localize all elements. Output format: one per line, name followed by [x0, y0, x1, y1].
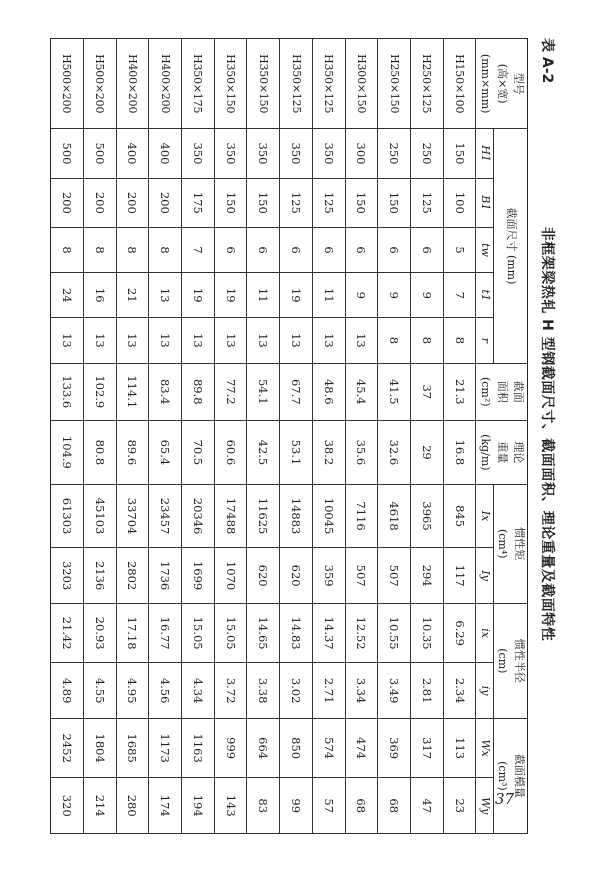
table-cell: 4.95 [116, 663, 149, 718]
table-cell: 350 [312, 129, 345, 178]
table-cell: 13 [149, 318, 182, 363]
table-cell: 174 [149, 778, 182, 834]
table-cell: 200 [116, 178, 149, 227]
header-h1: H1 [476, 129, 494, 178]
table-cell: 507 [345, 548, 378, 603]
table-cell: 15.05 [214, 603, 247, 663]
table-cell: 10.35 [411, 603, 444, 663]
table-cell: 14.37 [312, 603, 345, 663]
table-cell: 33704 [116, 484, 149, 548]
table-cell: 17488 [214, 484, 247, 548]
table-cell: 8 [378, 318, 411, 363]
table-cell: 194 [182, 778, 215, 834]
table-cell: 1173 [149, 718, 182, 778]
table-cell: 8 [116, 227, 149, 272]
header-area-line2: 面积 [496, 380, 509, 403]
table-cell: 474 [345, 718, 378, 778]
table-row [378, 39, 411, 834]
header-weight-line2: 重量 [496, 441, 509, 464]
table-cell: 13 [247, 318, 280, 363]
header-area-line3: (cm²) [479, 376, 493, 407]
model-cell: H250×150 [378, 39, 411, 129]
header-wx: Wx [476, 718, 494, 778]
table-cell: 150 [378, 178, 411, 227]
table-cell: 4.56 [149, 663, 182, 718]
table-cell: 350 [214, 129, 247, 178]
page-number: 37 [495, 790, 515, 808]
header-iy-radius: iy [476, 663, 494, 718]
table-cell: 15.05 [182, 603, 215, 663]
table-cell: 6.29 [443, 603, 476, 663]
table-cell: 1804 [83, 718, 116, 778]
header-iy-inertia: Iy [476, 548, 494, 603]
table-cell: 7116 [345, 484, 378, 548]
table-row [312, 39, 345, 834]
header-model-line3: (mm×mm) [479, 53, 493, 114]
table-cell: 113 [443, 718, 476, 778]
header-tw: tw [476, 227, 494, 272]
table-cell: 664 [247, 718, 280, 778]
table-cell: 150 [214, 178, 247, 227]
table-cell: 3965 [411, 484, 444, 548]
table-cell: 125 [411, 178, 444, 227]
table-row [116, 39, 149, 834]
table-cell: 67.7 [280, 363, 313, 421]
table-cell: 9 [345, 273, 378, 318]
table-cell: 317 [411, 718, 444, 778]
table-cell: 1163 [182, 718, 215, 778]
table-cell: 150 [443, 129, 476, 178]
table-cell: 9 [411, 273, 444, 318]
table-cell: 1736 [149, 548, 182, 603]
table-cell: 61303 [51, 484, 84, 548]
header-area [476, 363, 528, 421]
table-cell: 200 [51, 178, 84, 227]
header-r: r [476, 318, 494, 363]
table-cell: 300 [345, 129, 378, 178]
table-row [247, 39, 280, 834]
header-weight [476, 421, 528, 485]
table-cell: 6 [411, 227, 444, 272]
table-cell: 37 [411, 363, 444, 421]
header-radius-group [494, 603, 528, 718]
table-cell: 7 [182, 227, 215, 272]
table-cell: 7 [443, 273, 476, 318]
table-cell: 19 [214, 273, 247, 318]
table-cell: 8 [83, 227, 116, 272]
table-cell: 8 [149, 227, 182, 272]
header-inertia-group [494, 484, 528, 603]
rotated-page-content [40, 34, 560, 834]
table-cell: 507 [378, 548, 411, 603]
header-model-line2: (高×宽) [496, 63, 509, 104]
table-cell: 12.52 [345, 603, 378, 663]
table-cell: 214 [83, 778, 116, 834]
table-cell: 850 [280, 718, 313, 778]
table-row [149, 39, 182, 834]
table-cell: 10.55 [378, 603, 411, 663]
header-weight-line3: (kg/m) [479, 434, 493, 471]
table-body [51, 39, 477, 834]
table-row [411, 39, 444, 834]
table-row [83, 39, 116, 834]
table-cell: 125 [312, 178, 345, 227]
table-cell: 620 [280, 548, 313, 603]
table-cell: 117 [443, 548, 476, 603]
table-cell: 16.8 [443, 421, 476, 485]
table-cell: 20.93 [83, 603, 116, 663]
table-cell: 845 [443, 484, 476, 548]
table-cell: 350 [182, 129, 215, 178]
table-cell: 99 [280, 778, 313, 834]
table-cell: 6 [312, 227, 345, 272]
table-cell: 21.42 [51, 603, 84, 663]
header-dims-group: 截面尺寸 (mm) [494, 129, 528, 363]
header-radius-line2: (cm) [496, 648, 510, 674]
table-cell: 1685 [116, 718, 149, 778]
table-cell: 3.34 [345, 663, 378, 718]
header-ix-inertia: Ix [476, 484, 494, 548]
table-cell: 89.6 [116, 421, 149, 485]
table-cell: 32.6 [378, 421, 411, 485]
table-cell: 3203 [51, 548, 84, 603]
table-cell: 2.34 [443, 663, 476, 718]
table-row [345, 39, 378, 834]
header-wy: Wy [476, 778, 494, 834]
table-cell: 250 [378, 129, 411, 178]
table-cell: 6 [280, 227, 313, 272]
table-cell: 100 [443, 178, 476, 227]
table-cell: 175 [182, 178, 215, 227]
header-modulus-line1: 截面模量 [513, 753, 526, 798]
table-cell: 133.6 [51, 363, 84, 421]
table-cell: 150 [345, 178, 378, 227]
table-cell: 3.38 [247, 663, 280, 718]
table-cell: 574 [312, 718, 345, 778]
table-cell: 500 [51, 129, 84, 178]
table-cell: 13 [51, 318, 84, 363]
table-cell: 4618 [378, 484, 411, 548]
table-cell: 3.72 [214, 663, 247, 718]
table-cell: 57 [312, 778, 345, 834]
model-cell: H350×150 [214, 39, 247, 129]
header-model [476, 39, 528, 129]
table-cell: 2.81 [411, 663, 444, 718]
table-cell: 8 [51, 227, 84, 272]
table-cell: 1070 [214, 548, 247, 603]
table-cell: 2136 [83, 548, 116, 603]
table-cell: 11625 [247, 484, 280, 548]
table-cell: 45.4 [345, 363, 378, 421]
table-cell: 200 [83, 178, 116, 227]
table-cell: 359 [312, 548, 345, 603]
table-cell: 83.4 [149, 363, 182, 421]
table-cell: 83 [247, 778, 280, 834]
header-modulus-line2: (cm³) [496, 761, 510, 791]
model-cell: H400×200 [116, 39, 149, 129]
table-cell: 42.5 [247, 421, 280, 485]
model-cell: H400×200 [149, 39, 182, 129]
header-ix-radius: ix [476, 603, 494, 663]
table-cell: 150 [247, 178, 280, 227]
table-cell: 6 [214, 227, 247, 272]
table-cell: 21 [116, 273, 149, 318]
table-cell: 125 [280, 178, 313, 227]
table-cell: 999 [214, 718, 247, 778]
table-cell: 114.1 [116, 363, 149, 421]
table-cell: 53.1 [280, 421, 313, 485]
header-area-line1: 截面 [512, 380, 526, 403]
steel-section-table [50, 38, 528, 834]
table-cell: 13 [149, 273, 182, 318]
table-cell: 2.71 [312, 663, 345, 718]
table-cell: 21.3 [443, 363, 476, 421]
table-cell: 143 [214, 778, 247, 834]
table-cell: 29 [411, 421, 444, 485]
table-cell: 19 [280, 273, 313, 318]
model-cell: H350×150 [247, 39, 280, 129]
table-cell: 6 [345, 227, 378, 272]
table-cell: 102.9 [83, 363, 116, 421]
table-cell: 13 [214, 318, 247, 363]
table-cell: 5 [443, 227, 476, 272]
table-cell: 350 [247, 129, 280, 178]
table-cell: 38.2 [312, 421, 345, 485]
table-cell: 14883 [280, 484, 313, 548]
header-model-line1: 型号 [512, 72, 526, 95]
table-cell: 8 [411, 318, 444, 363]
table-row [443, 39, 476, 834]
table-cell: 45103 [83, 484, 116, 548]
table-cell: 68 [378, 778, 411, 834]
table-cell: 14.65 [247, 603, 280, 663]
model-cell: H300×150 [345, 39, 378, 129]
model-cell: H350×125 [280, 39, 313, 129]
table-cell: 6 [247, 227, 280, 272]
table-cell: 9 [378, 273, 411, 318]
table-cell: 35.6 [345, 421, 378, 485]
table-cell: 24 [51, 273, 84, 318]
table-cell: 6 [378, 227, 411, 272]
table-cell: 60.6 [214, 421, 247, 485]
table-cell: 3.02 [280, 663, 313, 718]
table-cell: 400 [116, 129, 149, 178]
table-cell: 89.8 [182, 363, 215, 421]
model-cell: H150×100 [443, 39, 476, 129]
table-cell: 620 [247, 548, 280, 603]
table-cell: 2802 [116, 548, 149, 603]
table-cell: 104.9 [51, 421, 84, 485]
table-cell: 400 [149, 129, 182, 178]
table-cell: 23 [443, 778, 476, 834]
table-row [182, 39, 215, 834]
table-cell: 48.6 [312, 363, 345, 421]
table-cell: 13 [182, 318, 215, 363]
header-inertia-line1: 惯性矩 [513, 527, 526, 561]
table-cell: 4.55 [83, 663, 116, 718]
table-cell: 11 [247, 273, 280, 318]
model-cell: H250×125 [411, 39, 444, 129]
table-cell: 4.34 [182, 663, 215, 718]
table-cell: 13 [83, 318, 116, 363]
header-radius-line1: 惯性半径 [513, 638, 526, 683]
table-cell: 16.77 [149, 603, 182, 663]
table-cell: 500 [83, 129, 116, 178]
model-cell: H500×200 [83, 39, 116, 129]
model-cell: H350×175 [182, 39, 215, 129]
table-cell: 70.5 [182, 421, 215, 485]
table-cell: 280 [116, 778, 149, 834]
table-cell: 47 [411, 778, 444, 834]
table-cell: 65.4 [149, 421, 182, 485]
table-label: 表 A-2 [539, 38, 555, 84]
table-cell: 13 [312, 318, 345, 363]
table-cell: 3.49 [378, 663, 411, 718]
table-cell: 250 [411, 129, 444, 178]
table-cell: 13 [280, 318, 313, 363]
header-t1: t1 [476, 273, 494, 318]
table-row [280, 39, 313, 834]
table-cell: 2452 [51, 718, 84, 778]
table-cell: 19 [182, 273, 215, 318]
table-cell: 320 [51, 778, 84, 834]
table-cell: 80.8 [83, 421, 116, 485]
header-weight-line1: 理论 [512, 441, 526, 464]
table-cell: 17.18 [116, 603, 149, 663]
table-cell: 1699 [182, 548, 215, 603]
header-modulus-group [494, 718, 528, 833]
table-row [51, 39, 84, 834]
table-cell: 10045 [312, 484, 345, 548]
table-cell: 13 [116, 318, 149, 363]
table-cell: 41.5 [378, 363, 411, 421]
table-row [214, 39, 247, 834]
model-cell: H500×200 [51, 39, 84, 129]
table-cell: 350 [280, 129, 313, 178]
header-inertia-line2: (cm⁴) [496, 528, 510, 559]
table-cell: 13 [345, 318, 378, 363]
table-cell: 200 [149, 178, 182, 227]
table-cell: 4.89 [51, 663, 84, 718]
table-cell: 14.83 [280, 603, 313, 663]
table-header [476, 39, 528, 834]
table-cell: 16 [83, 273, 116, 318]
table-cell: 294 [411, 548, 444, 603]
header-b1: B1 [476, 178, 494, 227]
table-cell: 23457 [149, 484, 182, 548]
table-cell: 77.2 [214, 363, 247, 421]
table-cell: 20346 [182, 484, 215, 548]
model-cell: H350×125 [312, 39, 345, 129]
table-cell: 54.1 [247, 363, 280, 421]
table-cell: 369 [378, 718, 411, 778]
table-cell: 8 [443, 318, 476, 363]
table-cell: 68 [345, 778, 378, 834]
table-caption: 非框架梁热轧 H 型钢截面尺寸、截面面积、理论重量及截面特性 [539, 226, 555, 642]
table-cell: 11 [312, 273, 345, 318]
